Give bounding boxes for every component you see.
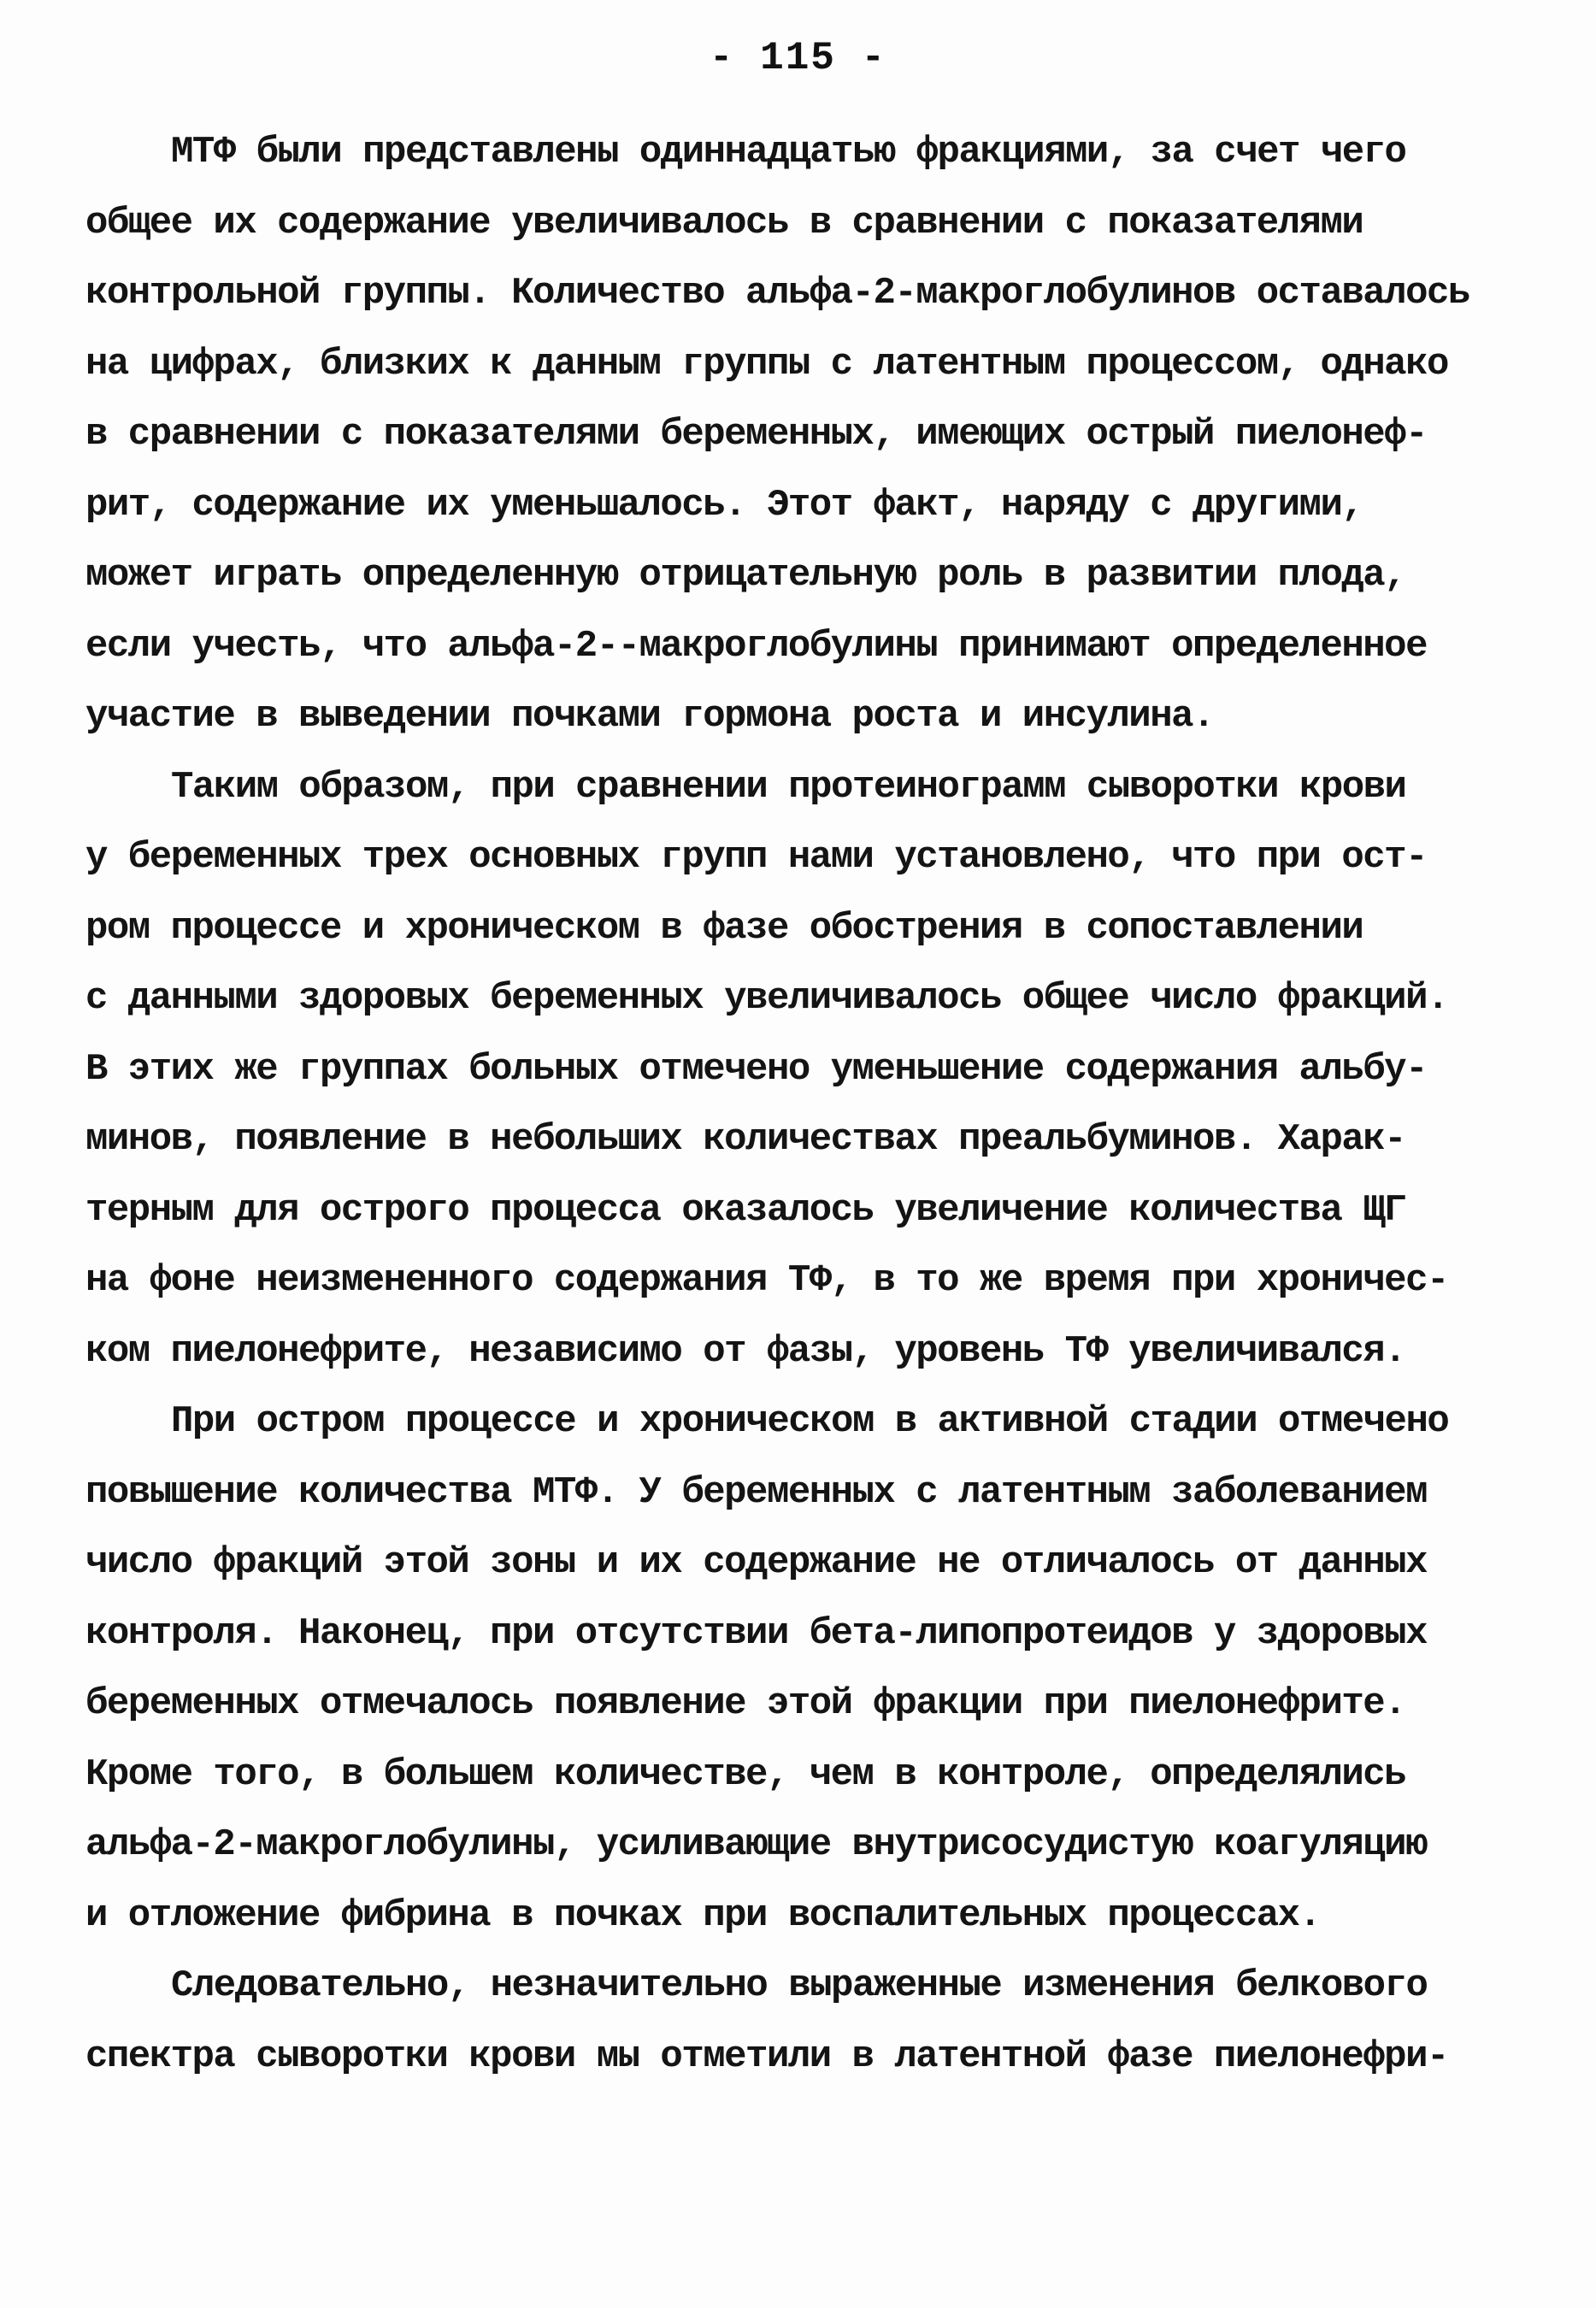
text-line: на цифрах, близких к данным группы с латентным процессом, однако bbox=[85, 342, 1448, 386]
text-line: у беременных трех основных групп нами установлено, что при ост- bbox=[85, 836, 1427, 879]
text-line: ром процессе и хроническом в фазе обострения в сопоставлении bbox=[85, 906, 1363, 950]
text-line: участие в выведении почками гормона роста и инсулина. bbox=[85, 695, 1214, 738]
text-line: альфа-2-макроглобулины, усиливающие внутрисосудистую коагуляцию bbox=[85, 1823, 1427, 1866]
text-line: повышение количества МТФ. У беременных с латентным заболеванием bbox=[85, 1470, 1427, 1514]
body-text bbox=[85, 117, 1522, 2092]
text-line: с данными здоровых беременных увеличивалось общее число фракций. bbox=[85, 977, 1448, 1020]
text-line: если учесть, что альфа-2--макроглобулины принимают определенное bbox=[85, 624, 1427, 668]
text-line: общее их содержание увеличивалось в сравнении с показателями bbox=[85, 201, 1363, 244]
text-line: может играть определенную отрицательную роль в развитии плода, bbox=[85, 554, 1406, 597]
text-line: рит, содержание их уменьшалось. Этот факт, наряду с другими, bbox=[85, 483, 1363, 527]
text-line: терным для острого процесса оказалось увеличение количества ЩГ bbox=[85, 1188, 1406, 1232]
text-line: контроля. Наконец, при отсутствии бета-липопротеидов у здоровых bbox=[85, 1611, 1427, 1655]
page-number: - 115 - bbox=[709, 36, 887, 80]
text-line: контрольной группы. Количество альфа-2-макроглобулинов оставалось bbox=[85, 272, 1469, 315]
text-line: и отложение фибрина в почках при воспалительных процессах. bbox=[85, 1893, 1321, 1937]
text-line: В этих же группах больных отмечено уменьшение содержания альбу- bbox=[85, 1047, 1427, 1091]
text-line: ком пиелонефрите, независимо от фазы, уровень ТФ увеличивался. bbox=[85, 1329, 1406, 1373]
text-line: на фоне неизмененного содержания ТФ, в то же время при хроничес- bbox=[85, 1259, 1448, 1302]
text-line: минов, появление в небольших количествах преальбуминов. Харак- bbox=[85, 1118, 1406, 1161]
text-line: Таким образом, при сравнении протеинограмм сыворотки крови bbox=[171, 765, 1406, 809]
text-line: беременных отмечалось появление этой фракции при пиелонефрите. bbox=[85, 1682, 1406, 1725]
text-line: в сравнении с показателями беременных, имеющих острый пиелонеф- bbox=[85, 413, 1427, 456]
text-line: Кроме того, в большем количестве, чем в контроле, определялись bbox=[85, 1752, 1406, 1796]
text-line: спектра сыворотки крови мы отметили в латентной фазе пиелонефри- bbox=[85, 2034, 1448, 2078]
text-line: число фракций этой зоны и их содержание не отличалось от данных bbox=[85, 1541, 1427, 1584]
text-line: МТФ были представлены одиннадцатью фракциями, за счет чего bbox=[171, 131, 1406, 174]
text-line: При остром процессе и хроническом в активной стадии отмечено bbox=[171, 1400, 1449, 1443]
text-line: Следовательно, незначительно выраженные изменения белкового bbox=[171, 1964, 1428, 2007]
